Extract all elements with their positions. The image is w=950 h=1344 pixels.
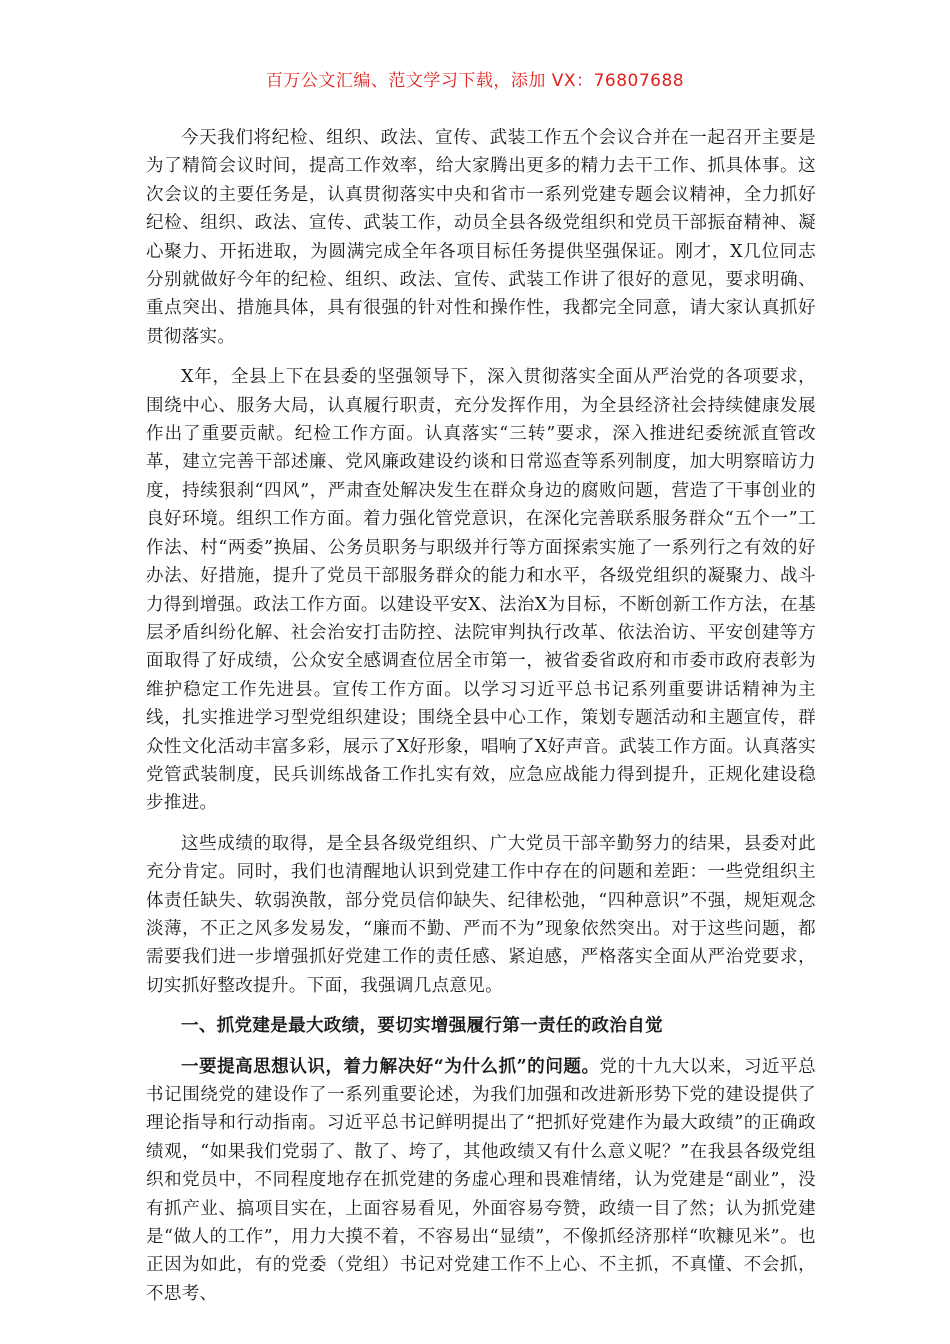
paragraph-intro: 今天我们将纪检、组织、政法、宣传、武装工作五个会议合并在一起召开主要是为了精简会议时间，提高工作效率，给大家腾出更多的精力去干工作、抓具体事。这次会议的主要任务是，认真贯彻落实中央和省市一系列党建专题会议精神，全力抓好纪检、组织、政法、宣传、武装工作，动员全县各级党组织和党员干部振奋精神、凝心聚力、开拓进取，为圆满完成全年各项目标任务提供坚强保证。刚才，X几位同志分别就做好今年的纪检、组织、政法、宣传、武装工作讲了很好的意见，要求明确、重点突出、措施具体，具有很强的针对性和操作性，我都完全同意，请大家认真抓好贯彻落实。 [146,128,816,347]
paragraph-section1-point1 [146,1053,816,1309]
download-banner: 百万公文汇编、范文学习下载，添加 VX：76807688 [265,71,685,91]
document-body [146,124,816,1320]
paragraph-body-text: 党的十九大以来，习近平总书记围绕党的建设作了一系列重要论述，为我们加强和改进新形势下党的建设提供了理论指导和行动指南。习近平总书记鲜明提出了“把抓好党建作为最大政绩”的正确政绩观，“如果我们党弱了、散了、垮了，其他政绩又有什么意义呢？”在我县各级党组织和党员中，不同程度地存在抓党建的务虚心理和畏难情绪，认为党建是“副业”，没有抓产业、搞项目实在，上面容易看见，外面容易夸赞，政绩一目了然；认为抓党建是“做人的工作”，用力大摸不着，不容易出“显绩”，不像抓经济那样“吹糠见米”。也正因为如此，有的党委（党组）书记对党建工作不上心、不主抓，不真懂、不会抓，不思考、 [146,1056,816,1304]
paragraph-problems: 这些成绩的取得，是全县各级党组织、广大党员干部辛勤努力的结果，县委对此充分肯定。同时，我们也清醒地认识到党建工作中存在的问题和差距：一些党组织主体责任缺失、软弱涣散，部分党员信仰缺失、纪律松弛，“四种意识”不强，规矩观念淡薄，不正之风多发易发，“廉而不勤、严而不为”现象依然突出。对于这些问题，都需要我们进一步增强抓好党建工作的责任感、紧迫感，严格落实全面从严治党要求，切实抓好整改提升。下面，我强调几点意见。 [146,833,816,996]
section-heading-1: 一、抓党建是最大政绩，要切实增强履行第一责任的政治自觉 [181,1016,663,1037]
paragraph-achievements: X年，全县上下在县委的坚强领导下，深入贯彻落实全面从严治党的各项要求，围绕中心、服务大局，认真履行职责，充分发挥作用，为全县经济社会持续健康发展作出了重要贡献。纪检工作方面。认真落实“三转”要求，深入推进纪委统派直管改革，建立完善干部述廉、党风廉政建设约谈和日常巡查等系列制度，加大明察暗访力度，持续狠刹“四风”，严肃查处解决发生在群众身边的腐败问题，营造了干事创业的良好环境。组织工作方面。着力强化管党意识，在深化完善联系服务群众“五个一”工作法、村“两委”换届、公务员职务与职级并行等方面探索实施了一系列行之有效的好办法、好措施，提升了党员干部服务群众的能力和水平，各级党组织的凝聚力、战斗力得到增强。政法工作方面。以建设平安X、法治X为目标，不断创新工作方法，在基层矛盾纠纷化解、社会治安打击防控、法院审判执行改革、依法治访、平安创建等方面取得了好成绩，公众安全感调查位居全市第一，被省委省政府和市委市政府表彰为维护稳定工作先进县。宣传工作方面。以学习习近平总书记系列重要讲话精神为主线，扎实推进学习型党组织建设；围绕全县中心工作，策划专题活动和主题宣传，群众性文化活动丰富多彩，展示了X好形象，唱响了X好声音。武装工作方面。认真落实党管武装制度，民兵训练战备工作扎实有效，应急应战能力得到提升，正规化建设稳步推进。 [146,367,816,814]
lead-sentence: 一要提高思想认识，着力解决好“为什么抓”的问题。 [181,1056,600,1077]
